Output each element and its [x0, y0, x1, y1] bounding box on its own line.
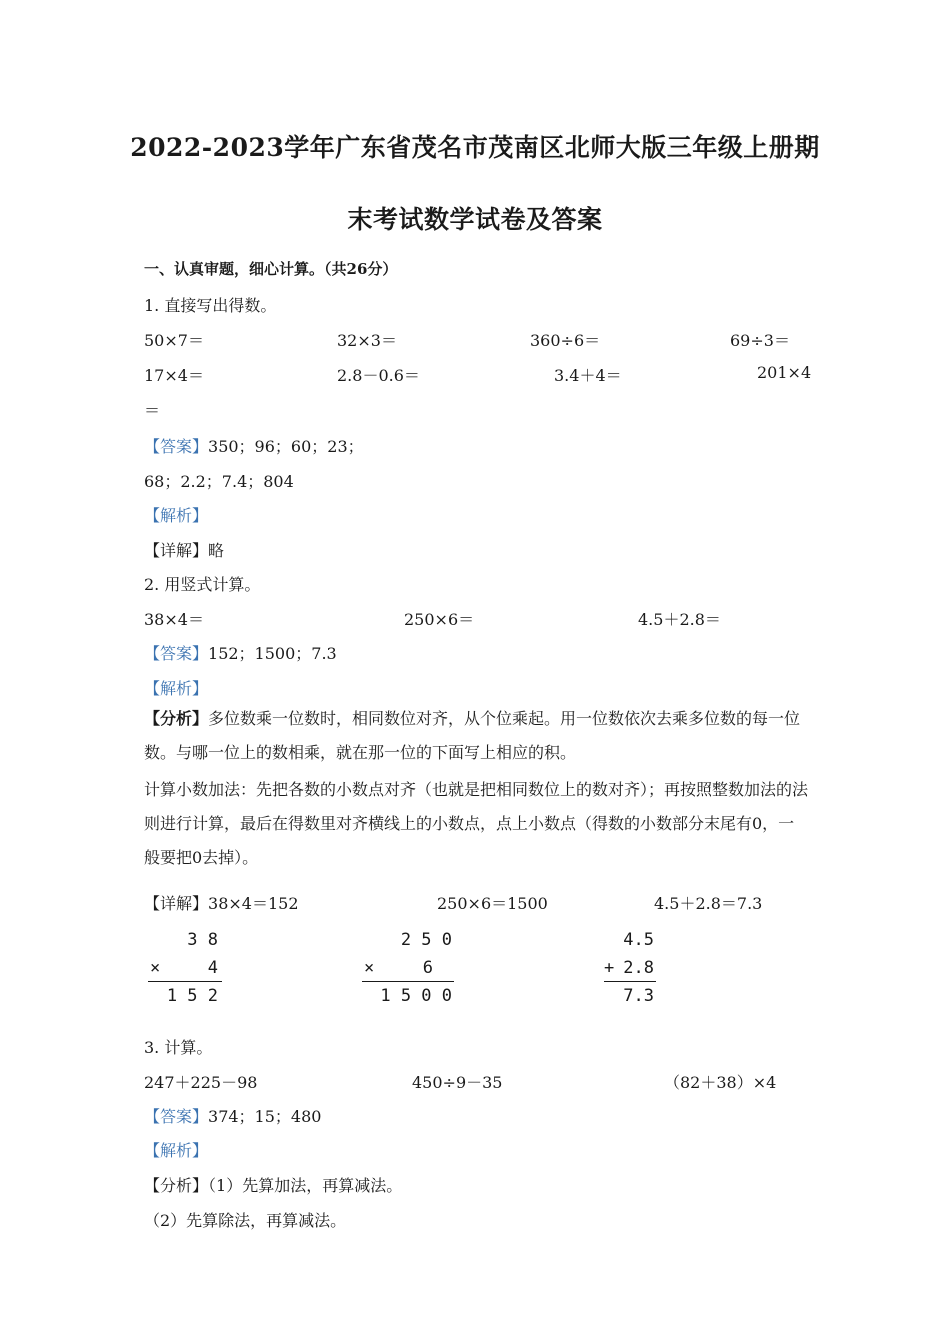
vcalc-result: 1 5 0 0 — [380, 986, 452, 1006]
q2-detail-2: 250×6＝1500 — [437, 894, 548, 913]
q2-item: 4.5＋2.8＝ — [638, 610, 721, 629]
q2-stem: 2. 用竖式计算。 — [144, 575, 261, 594]
vcalc-line — [604, 981, 656, 982]
detail-tag: 【详解】 — [144, 894, 209, 913]
answer-text: 152；1500；7.3 — [208, 644, 337, 663]
q2-analysis-tag: 【解析】 — [144, 679, 209, 698]
q1-item: 32×3＝ — [337, 331, 397, 350]
q2-fenxi-1 — [144, 702, 810, 770]
fenxi-tag: 【分析】 — [144, 709, 209, 728]
q1-item: 17×4＝ — [144, 366, 204, 385]
q3-fenxi-2: （2）先算除法，再算减法。 — [144, 1211, 347, 1230]
vcalc-mid: 6 — [422, 958, 433, 978]
vcalc-result: 1 5 2 — [166, 986, 218, 1006]
answer-tag: 【答案】 — [144, 644, 209, 663]
q3-analysis-tag: 【解析】 — [144, 1141, 209, 1160]
vcalc-op: + — [604, 958, 615, 978]
answer-text: 374；15；480 — [208, 1107, 322, 1126]
q1-item: 3.4＋4＝ — [554, 366, 622, 385]
vcalc-mid: 2.8 — [623, 958, 654, 978]
q1-analysis-tag: 【解析】 — [144, 506, 209, 525]
fenxi-tag: 【分析】 — [144, 1176, 209, 1195]
detail-tag: 【详解】 — [144, 541, 209, 560]
q2-detail-3: 4.5＋2.8＝7.3 — [654, 894, 763, 913]
detail-text: 略 — [208, 541, 225, 560]
q3-stem: 3. 计算。 — [144, 1038, 213, 1057]
q1-item-wrap: ＝ — [144, 401, 161, 420]
q2-answer — [144, 641, 337, 664]
q1-item: 69÷3＝ — [730, 331, 790, 350]
vertical-calc-multiply-38x4 — [144, 928, 224, 1010]
q2-fenxi-2: 计算小数加法：先把各数的小数点对齐（也就是把相同数位上的数对齐）；再按照整数加法的法则进行计算，最后在得数里对齐横线上的小数点，点上小数点（得数的小数部分末尾有0，一般要把0去掉）。 — [144, 780, 809, 867]
document-title-line2: 末考试数学试卷及答案 — [347, 205, 603, 234]
document-title-line1: 2022-2023学年广东省茂名市茂南区北师大版三年级上册期 — [130, 133, 820, 162]
detail-text: 38×4＝152 — [208, 894, 299, 913]
section-heading: 一、认真审题，细心计算。（共26分） — [144, 260, 398, 278]
q1-answer-cont: 68；2.2；7.4；804 — [144, 472, 294, 491]
q1-item: 2.8－0.6＝ — [337, 366, 420, 385]
fenxi-text: 多位数乘一位数时，相同数位对齐，从个位乘起。用一位数依次去乘多位数的每一位数。与哪一位上的数相乘，就在那一位的下面写上相应的积。 — [144, 709, 801, 762]
q2-detail-1 — [144, 891, 299, 914]
vcalc-mid: 4 — [207, 958, 218, 978]
q1-item: 50×7＝ — [144, 331, 204, 350]
q1-item: 201×4 — [757, 363, 812, 382]
answer-text: 350；96；60；23； — [208, 437, 364, 456]
vertical-calc-add-4.5+2.8 — [600, 928, 660, 1010]
q2-item: 38×4＝ — [144, 610, 204, 629]
vcalc-top: 2 5 0 — [400, 930, 452, 950]
vcalc-line — [148, 981, 222, 982]
vcalc-top: 3 8 — [187, 930, 218, 950]
vcalc-op: × — [150, 958, 161, 978]
q3-answer — [144, 1104, 321, 1127]
vcalc-line — [362, 981, 454, 982]
q3-item: 450÷9－35 — [412, 1073, 503, 1092]
q3-item: 247＋225－98 — [144, 1073, 258, 1092]
vcalc-op: × — [364, 958, 375, 978]
fenxi-text: （1）先算加法，再算减法。 — [208, 1176, 403, 1195]
q1-answer — [144, 434, 364, 457]
answer-tag: 【答案】 — [144, 1107, 209, 1126]
vcalc-top: 4.5 — [623, 930, 654, 950]
vcalc-result: 7.3 — [623, 986, 654, 1006]
q3-item: （82＋38）×4 — [664, 1073, 777, 1092]
answer-tag: 【答案】 — [144, 437, 209, 456]
q2-item: 250×6＝ — [404, 610, 475, 629]
vertical-calc-multiply-250x6 — [358, 928, 458, 1010]
q1-item: 360÷6＝ — [530, 331, 601, 350]
q3-fenxi-1 — [144, 1173, 402, 1196]
q1-stem: 1. 直接写出得数。 — [144, 296, 277, 315]
q1-detail — [144, 538, 224, 561]
